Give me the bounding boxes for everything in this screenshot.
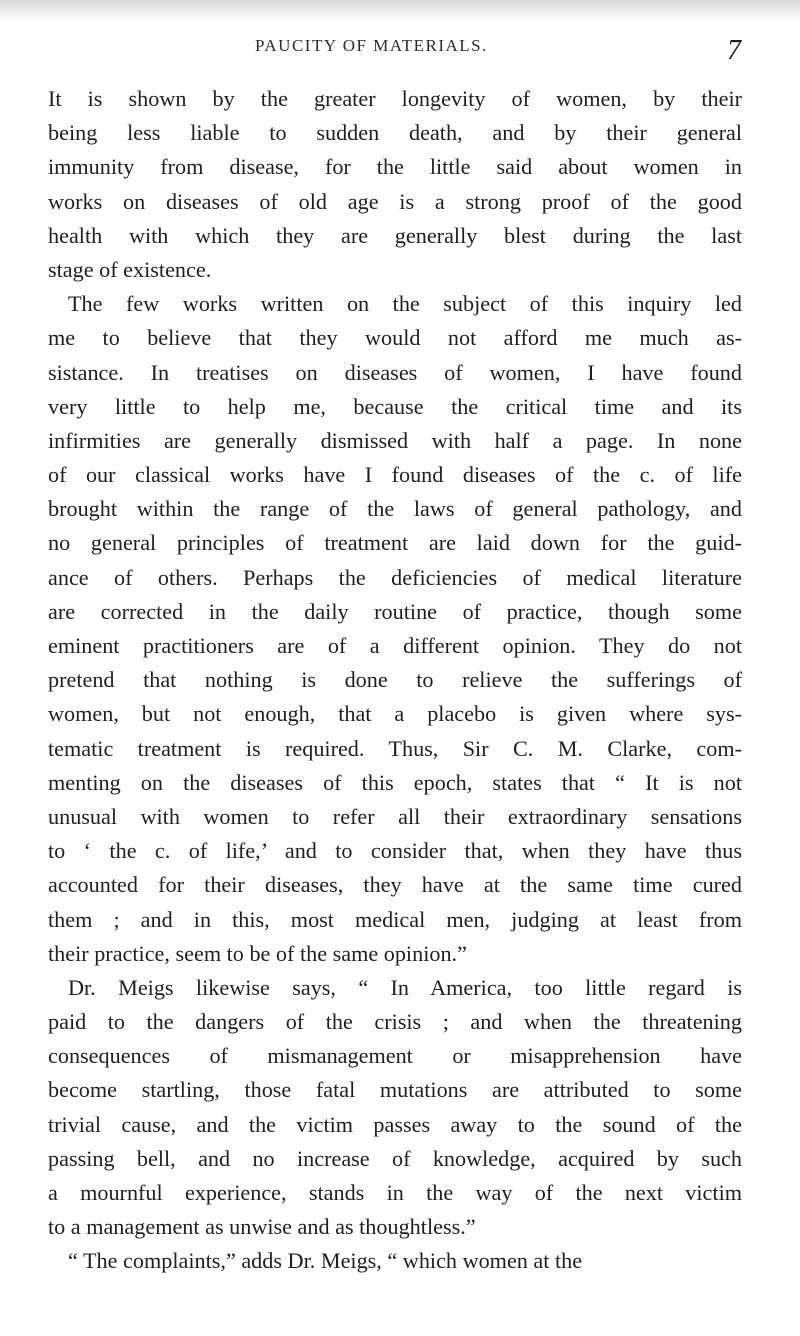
page-number: 7 <box>727 35 741 66</box>
text-line: health with which they are generally blest during the last <box>48 222 742 248</box>
text-line: Dr. Meigs likewise says, “ In America, too little regard is <box>68 974 742 1000</box>
text-line: their practice, seem to be of the same opinion.” <box>48 940 467 966</box>
paragraph <box>48 1244 742 1278</box>
text-line: become startling, those fatal mutations are attributed to some <box>48 1077 742 1103</box>
body-text <box>48 82 742 1279</box>
text-line: are corrected in the daily routine of practice, though some <box>48 598 742 624</box>
text-line: me to believe that they would not afford me much as- <box>48 325 742 351</box>
text-line: eminent practitioners are of a different opinion. They do not <box>48 633 742 658</box>
paragraph <box>48 971 742 1245</box>
text-line: pretend that nothing is done to relieve the sufferings of <box>48 667 742 693</box>
paragraph <box>48 287 742 971</box>
text-line: infirmities are generally dismissed with half a page. In none <box>48 427 742 453</box>
text-line: them ; and in this, most medical men, judging at least from <box>48 906 742 932</box>
text-line: a mournful experience, stands in the way of the next victim <box>48 1180 742 1205</box>
text-line: unusual with women to refer all their extraordinary sensations <box>48 803 742 829</box>
text-line: to a management as unwise and as thoughtless.” <box>48 1214 476 1240</box>
paragraph <box>48 82 742 287</box>
text-line: very little to help me, because the critical time and its <box>48 393 742 419</box>
text-line: passing bell, and no increase of knowledge, acquired by such <box>48 1145 742 1171</box>
text-line: ance of others. Perhaps the deficiencies of medical literature <box>48 564 742 590</box>
page-edge-shadow <box>0 0 800 22</box>
text-line: trivial cause, and the victim passes away to the sound of the <box>48 1111 742 1137</box>
text-line: immunity from disease, for the little said about women in <box>48 154 742 180</box>
text-line: menting on the diseases of this epoch, states that “ It is not <box>48 769 742 795</box>
text-line: paid to the dangers of the crisis ; and when the threatening <box>48 1009 742 1035</box>
text-line: brought within the range of the laws of general pathology, and <box>48 496 742 522</box>
text-line: of our classical works have I found diseases of the c. of life <box>48 462 742 488</box>
text-line: tematic treatment is required. Thus, Sir C. M. Clarke, com- <box>48 735 742 761</box>
running-head: PAUCITY OF MATERIALS. <box>255 36 488 55</box>
text-line: The few works written on the subject of this inquiry led <box>68 291 742 317</box>
text-line: It is shown by the greater longevity of women, by their <box>48 86 742 111</box>
text-line: works on diseases of old age is a strong proof of the good <box>48 188 742 214</box>
text-line: “ The complaints,” adds Dr. Meigs, “ which women at the <box>68 1248 583 1274</box>
text-line: consequences of mismanagement or misapprehension have <box>48 1043 742 1069</box>
text-line: being less liable to sudden death, and by their general <box>48 120 742 146</box>
text-line: stage of existence. <box>48 256 212 282</box>
text-line: accounted for their diseases, they have at the same time cured <box>48 872 742 898</box>
text-line: no general principles of treatment are laid down for the guid- <box>48 530 742 556</box>
text-line: sistance. In treatises on diseases of women, I have found <box>48 359 742 385</box>
text-line: women, but not enough, that a placebo is given where sys- <box>48 701 742 727</box>
text-line: to ‘ the c. of life,’ and to consider that, when they have thus <box>48 838 742 864</box>
